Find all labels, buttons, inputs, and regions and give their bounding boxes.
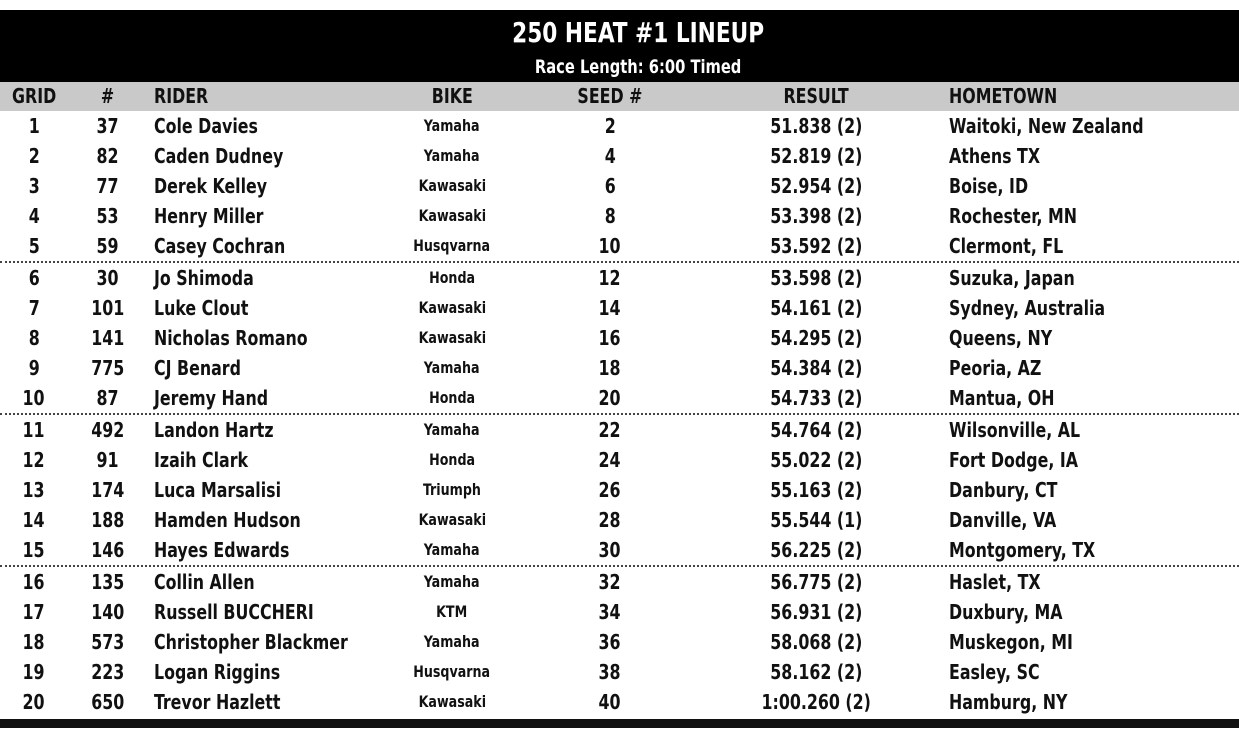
table-row [0, 445, 1239, 475]
result-cell: 54.733 (2) [769, 386, 863, 410]
seed-cell: 12 [598, 266, 622, 290]
seed-cell: 30 [598, 538, 622, 562]
hometown-cell: Wilsonville, AL [949, 418, 1081, 442]
bike-cell: Honda [429, 268, 475, 287]
seed-cell: 22 [598, 418, 622, 442]
number-cell: 59 [96, 234, 120, 258]
number-cell: 53 [96, 204, 120, 228]
rider-cell: Collin Allen [154, 570, 255, 594]
column-header-seed: SEED # [577, 84, 643, 108]
result-cell: 55.544 (1) [769, 508, 863, 532]
column-header-result: RESULT [783, 84, 849, 108]
number-cell: 141 [91, 326, 125, 350]
seed-cell: 26 [598, 478, 622, 502]
table-row [0, 475, 1239, 505]
lineup-table-body [0, 111, 1239, 717]
title-bar [0, 10, 1239, 82]
table-row [0, 141, 1239, 171]
bike-cell: Kawasaki [418, 298, 486, 317]
number-cell: 91 [96, 448, 120, 472]
hometown-cell: Duxbury, MA [949, 600, 1063, 624]
rider-cell: Derek Kelley [154, 174, 268, 198]
seed-cell: 2 [604, 114, 616, 138]
rider-cell: Christopher Blackmer [154, 630, 348, 654]
grid-cell: 14 [22, 508, 46, 532]
rider-cell: Nicholas Romano [154, 326, 308, 350]
bike-cell: Kawasaki [418, 176, 486, 195]
bike-cell: Triumph [423, 480, 481, 499]
result-cell: 53.592 (2) [769, 234, 863, 258]
grid-cell: 19 [22, 660, 46, 684]
rider-cell: Henry Miller [154, 204, 264, 228]
seed-cell: 24 [598, 448, 622, 472]
hometown-cell: Mantua, OH [949, 386, 1055, 410]
hometown-cell: Muskegon, MI [949, 630, 1073, 654]
table-row [0, 505, 1239, 535]
grid-cell: 13 [22, 478, 46, 502]
grid-cell: 4 [28, 204, 40, 228]
hometown-cell: Suzuka, Japan [949, 266, 1075, 290]
table-row [0, 565, 1239, 597]
table-row [0, 171, 1239, 201]
bike-cell: Yamaha [424, 632, 480, 651]
seed-cell: 8 [604, 204, 616, 228]
number-cell: 573 [91, 630, 125, 654]
grid-cell: 20 [22, 690, 46, 714]
grid-cell: 10 [22, 386, 46, 410]
grid-cell: 11 [22, 418, 46, 442]
number-cell: 174 [91, 478, 125, 502]
grid-cell: 9 [28, 356, 40, 380]
table-row [0, 293, 1239, 323]
seed-cell: 10 [598, 234, 622, 258]
grid-cell: 1 [28, 114, 40, 138]
rider-cell: Russell BUCCHERI [154, 600, 314, 624]
hometown-cell: Sydney, Australia [949, 296, 1106, 320]
number-cell: 37 [96, 114, 120, 138]
grid-cell: 6 [28, 266, 40, 290]
result-cell: 55.022 (2) [769, 448, 863, 472]
rider-cell: Izaih Clark [154, 448, 249, 472]
seed-cell: 38 [598, 660, 622, 684]
bike-cell: Yamaha [424, 572, 480, 591]
hometown-cell: Waitoki, New Zealand [949, 114, 1144, 138]
rider-cell: Luca Marsalisi [154, 478, 282, 502]
rider-cell: Cole Davies [154, 114, 258, 138]
hometown-cell: Fort Dodge, IA [949, 448, 1078, 472]
grid-cell: 15 [22, 538, 46, 562]
number-cell: 188 [91, 508, 125, 532]
grid-cell: 17 [22, 600, 46, 624]
number-cell: 775 [91, 356, 125, 380]
result-cell: 1:00.260 (2) [761, 690, 871, 714]
result-cell: 53.598 (2) [769, 266, 863, 290]
table-row [0, 261, 1239, 293]
number-cell: 650 [91, 690, 125, 714]
result-cell: 51.838 (2) [769, 114, 863, 138]
column-header-number: # [101, 84, 115, 108]
grid-cell: 3 [28, 174, 40, 198]
rider-cell: Caden Dudney [154, 144, 284, 168]
hometown-cell: Rochester, MN [949, 204, 1077, 228]
hometown-cell: Hamburg, NY [949, 690, 1068, 714]
seed-cell: 6 [604, 174, 616, 198]
seed-cell: 28 [598, 508, 622, 532]
rider-cell: Jeremy Hand [154, 386, 269, 410]
grid-cell: 18 [22, 630, 46, 654]
table-row [0, 231, 1239, 261]
hometown-cell: Haslet, TX [949, 570, 1041, 594]
rider-cell: Logan Riggins [154, 660, 281, 684]
seed-cell: 20 [598, 386, 622, 410]
table-row [0, 657, 1239, 687]
rider-cell: Landon Hartz [154, 418, 274, 442]
race-length-subtitle: Race Length: 6:00 Timed [534, 56, 742, 78]
seed-cell: 34 [598, 600, 622, 624]
bike-cell: KTM [436, 602, 468, 621]
bike-cell: Yamaha [424, 116, 480, 135]
bike-cell: Husqvarna [413, 662, 491, 681]
table-row [0, 413, 1239, 445]
rider-cell: Luke Clout [154, 296, 249, 320]
result-cell: 54.764 (2) [769, 418, 863, 442]
bike-cell: Kawasaki [418, 692, 486, 711]
result-cell: 52.819 (2) [769, 144, 863, 168]
column-header-grid: GRID [11, 84, 57, 108]
page-title: 250 HEAT #1 LINEUP [512, 16, 765, 49]
number-cell: 492 [91, 418, 125, 442]
lineup-sheet [0, 10, 1239, 728]
rider-cell: Trevor Hazlett [154, 690, 281, 714]
bike-cell: Yamaha [424, 358, 480, 377]
hometown-cell: Queens, NY [949, 326, 1053, 350]
result-cell: 56.931 (2) [769, 600, 863, 624]
grid-cell: 2 [28, 144, 40, 168]
number-cell: 135 [91, 570, 125, 594]
result-cell: 55.163 (2) [769, 478, 863, 502]
grid-cell: 7 [28, 296, 40, 320]
bike-cell: Yamaha [424, 146, 480, 165]
table-row [0, 111, 1239, 141]
table-row [0, 383, 1239, 413]
number-cell: 101 [91, 296, 125, 320]
seed-cell: 32 [598, 570, 622, 594]
hometown-cell: Danville, VA [949, 508, 1057, 532]
result-cell: 56.775 (2) [769, 570, 863, 594]
seed-cell: 14 [598, 296, 622, 320]
seed-cell: 4 [604, 144, 616, 168]
hometown-cell: Montgomery, TX [949, 538, 1096, 562]
table-row [0, 597, 1239, 627]
grid-cell: 5 [28, 234, 40, 258]
result-cell: 58.068 (2) [769, 630, 863, 654]
result-cell: 56.225 (2) [769, 538, 863, 562]
grid-cell: 8 [28, 326, 40, 350]
hometown-cell: Danbury, CT [949, 478, 1058, 502]
result-cell: 54.295 (2) [769, 326, 863, 350]
hometown-cell: Peoria, AZ [949, 356, 1042, 380]
table-row [0, 687, 1239, 717]
result-cell: 54.384 (2) [769, 356, 863, 380]
seed-cell: 16 [598, 326, 622, 350]
bike-cell: Honda [429, 450, 475, 469]
bike-cell: Yamaha [424, 420, 480, 439]
rider-cell: Hamden Hudson [154, 508, 301, 532]
number-cell: 77 [96, 174, 120, 198]
result-cell: 52.954 (2) [769, 174, 863, 198]
bike-cell: Kawasaki [418, 510, 486, 529]
rider-cell: Hayes Edwards [154, 538, 290, 562]
bike-cell: Yamaha [424, 540, 480, 559]
number-cell: 87 [96, 386, 120, 410]
result-cell: 53.398 (2) [769, 204, 863, 228]
table-row [0, 323, 1239, 353]
table-row [0, 353, 1239, 383]
column-header-bike: BIKE [431, 84, 473, 108]
hometown-cell: Clermont, FL [949, 234, 1064, 258]
table-row [0, 627, 1239, 657]
bike-cell: Honda [429, 388, 475, 407]
hometown-cell: Boise, ID [949, 174, 1029, 198]
number-cell: 146 [91, 538, 125, 562]
bottom-bar [0, 719, 1239, 728]
number-cell: 223 [91, 660, 125, 684]
number-cell: 30 [96, 266, 120, 290]
bike-cell: Kawasaki [418, 328, 486, 347]
seed-cell: 18 [598, 356, 622, 380]
number-cell: 140 [91, 600, 125, 624]
result-cell: 54.161 (2) [769, 296, 863, 320]
bike-cell: Kawasaki [418, 206, 486, 225]
table-row [0, 535, 1239, 565]
hometown-cell: Athens TX [949, 144, 1041, 168]
grid-cell: 12 [22, 448, 46, 472]
rider-cell: Jo Shimoda [154, 266, 254, 290]
column-header-hometown: HOMETOWN [949, 84, 1058, 108]
rider-cell: Casey Cochran [154, 234, 286, 258]
column-header-rider: RIDER [154, 84, 209, 108]
grid-cell: 16 [22, 570, 46, 594]
table-row [0, 201, 1239, 231]
result-cell: 58.162 (2) [769, 660, 863, 684]
column-header-row [0, 82, 1239, 111]
bike-cell: Husqvarna [413, 236, 491, 255]
rider-cell: CJ Benard [154, 356, 241, 380]
number-cell: 82 [96, 144, 120, 168]
seed-cell: 36 [598, 630, 622, 654]
seed-cell: 40 [598, 690, 622, 714]
hometown-cell: Easley, SC [949, 660, 1040, 684]
